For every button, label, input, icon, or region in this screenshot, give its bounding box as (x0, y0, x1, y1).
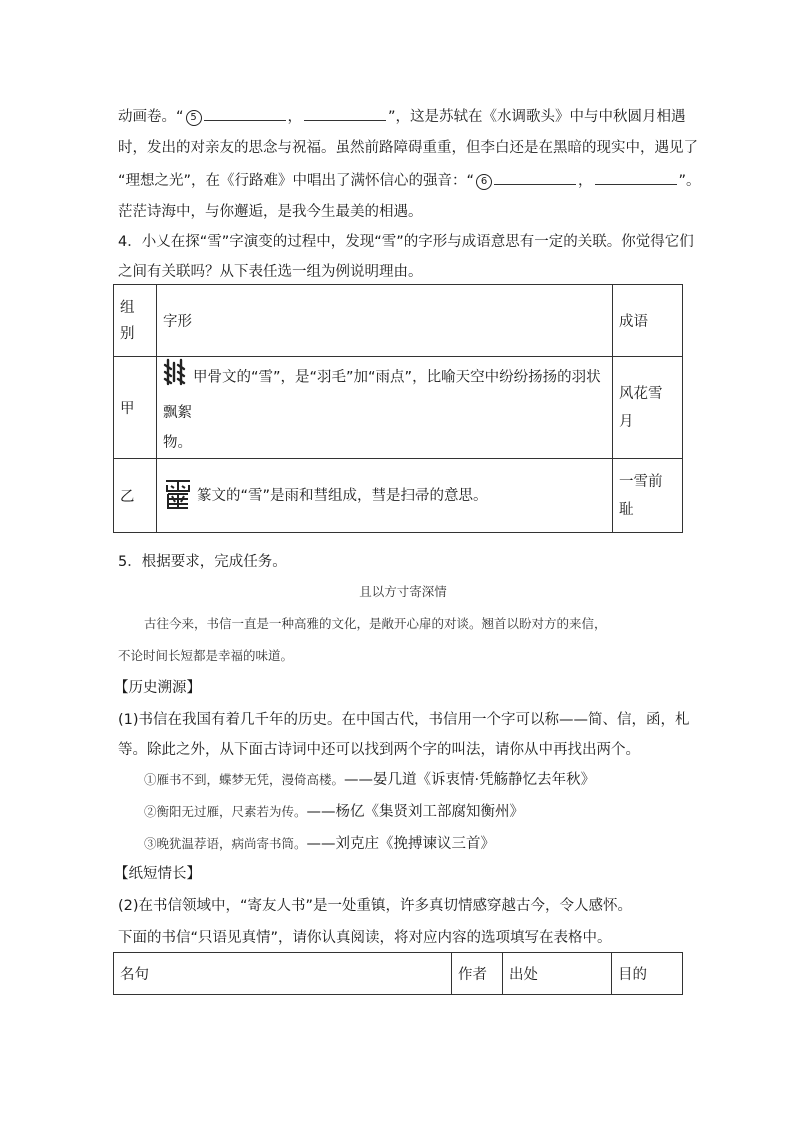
poem-3: ③晚犹温荐语，病尚寄书筒。——刘克庄《挽搏谏议三首》 (144, 836, 496, 852)
poem-1: ①雁书不到，蝶梦无凭，漫倚高楼。——晏几道《诉衷情·凭觞静忆去年秋》 (144, 772, 596, 788)
col-source: 出处 (503, 953, 612, 995)
row-group-yi: 乙 (114, 459, 157, 533)
s1-line-2: 等。除此之外，从下面古诗词中还可以找到两个字的叫法，请你从中再找出两个。 (118, 742, 640, 758)
answer-blank-6a[interactable] (494, 170, 576, 185)
row-idiom-jia: 风花雪 月 (613, 357, 683, 459)
passage-line-2: 不论时间长短都是幸福的味道。 (118, 648, 294, 663)
seal-script-snow-glyph-image (163, 478, 193, 514)
passage-line-1: 古往今来，书信一直是一种高雅的文化，是敞开心扉的对谈。翘首以盼对方的来信， (144, 616, 607, 631)
table-row (114, 357, 683, 459)
header-form: 字形 (157, 285, 613, 357)
answer-blank-6b[interactable] (595, 170, 677, 185)
intro-line-1: 动画卷。“ 5 ， ”，这是苏轼在《水调歌头》中与中秋圆月相遇 (118, 106, 688, 127)
s1-line-1: (1)书信在我国有着几千年的历史。在中国古代，书信用一个字可以称——简、信，函，札 (118, 712, 690, 728)
col-quote: 名句 (114, 953, 452, 995)
q5-intro: 5．根据要求，完成任务。 (118, 554, 287, 570)
col-author: 作者 (452, 953, 503, 995)
row-idiom-yi: 一雪前 耻 (613, 459, 683, 533)
circled-number-5: 5 (186, 110, 202, 126)
answer-blank-5b[interactable] (304, 106, 386, 121)
table-row (114, 459, 683, 533)
poem-2: ②衡阳无过雁，尺素若为传。——杨亿《集贤刘工部腐知衡州》 (144, 804, 525, 820)
letters-table-header (114, 953, 683, 995)
row-form-jia: 甲骨文的“雪”，是“羽毛”加“雨点”，比喻天空中纷纷扬扬的羽状飘絮 物。 (157, 357, 613, 459)
snow-character-table (113, 284, 683, 533)
header-group: 组 别 (114, 285, 157, 357)
answer-blank-5a[interactable] (204, 106, 286, 121)
section-history: 【历史溯源】 (114, 680, 201, 696)
letters-table (113, 952, 683, 995)
col-purpose: 目的 (612, 953, 683, 995)
header-idiom: 成语 (613, 285, 683, 357)
intro-line-3: “理想之光”，在《行路难》中唱出了满怀信心的强音：“ 6 ， ”。 (118, 170, 688, 191)
s2-line-1: (2)在书信领域中，“寄友人书”是一处重镇，许多真切情感穿越古今，令人感怀。 (118, 898, 633, 914)
s2-line-2: 下面的书信“只语见真情”，请你认真阅读，将对应内容的选项填写在表格中。 (118, 930, 612, 946)
table-header-row (114, 285, 683, 357)
row-group-jia: 甲 (114, 357, 157, 459)
intro-line-4: 茫茫诗海中，与你邂逅，是我今生最美的相遇。 (118, 204, 423, 220)
q4-line-2: 之间有关联吗？从下表任选一组为例说明理由。 (118, 264, 423, 280)
section-letters: 【纸短情长】 (114, 866, 201, 882)
q4-line-1: 4．小乂在探“雪”字演变的过程中，发现“雪”的字形与成语意思有一定的关联。你觉得它们 (118, 234, 694, 250)
oracle-bone-snow-glyph-image (163, 357, 189, 398)
intro-line-2: 时，发出的对亲友的思念与祝福。虽然前路障碍重重，但李白还是在黑暗的现实中，遇见了 (118, 140, 698, 156)
circled-number-6: 6 (476, 174, 492, 190)
row-form-yi: 篆文的“雪”是雨和彗组成，彗是扫帚的意思。 (157, 459, 613, 533)
passage-title: 且以方寸寄深情 (359, 584, 447, 599)
